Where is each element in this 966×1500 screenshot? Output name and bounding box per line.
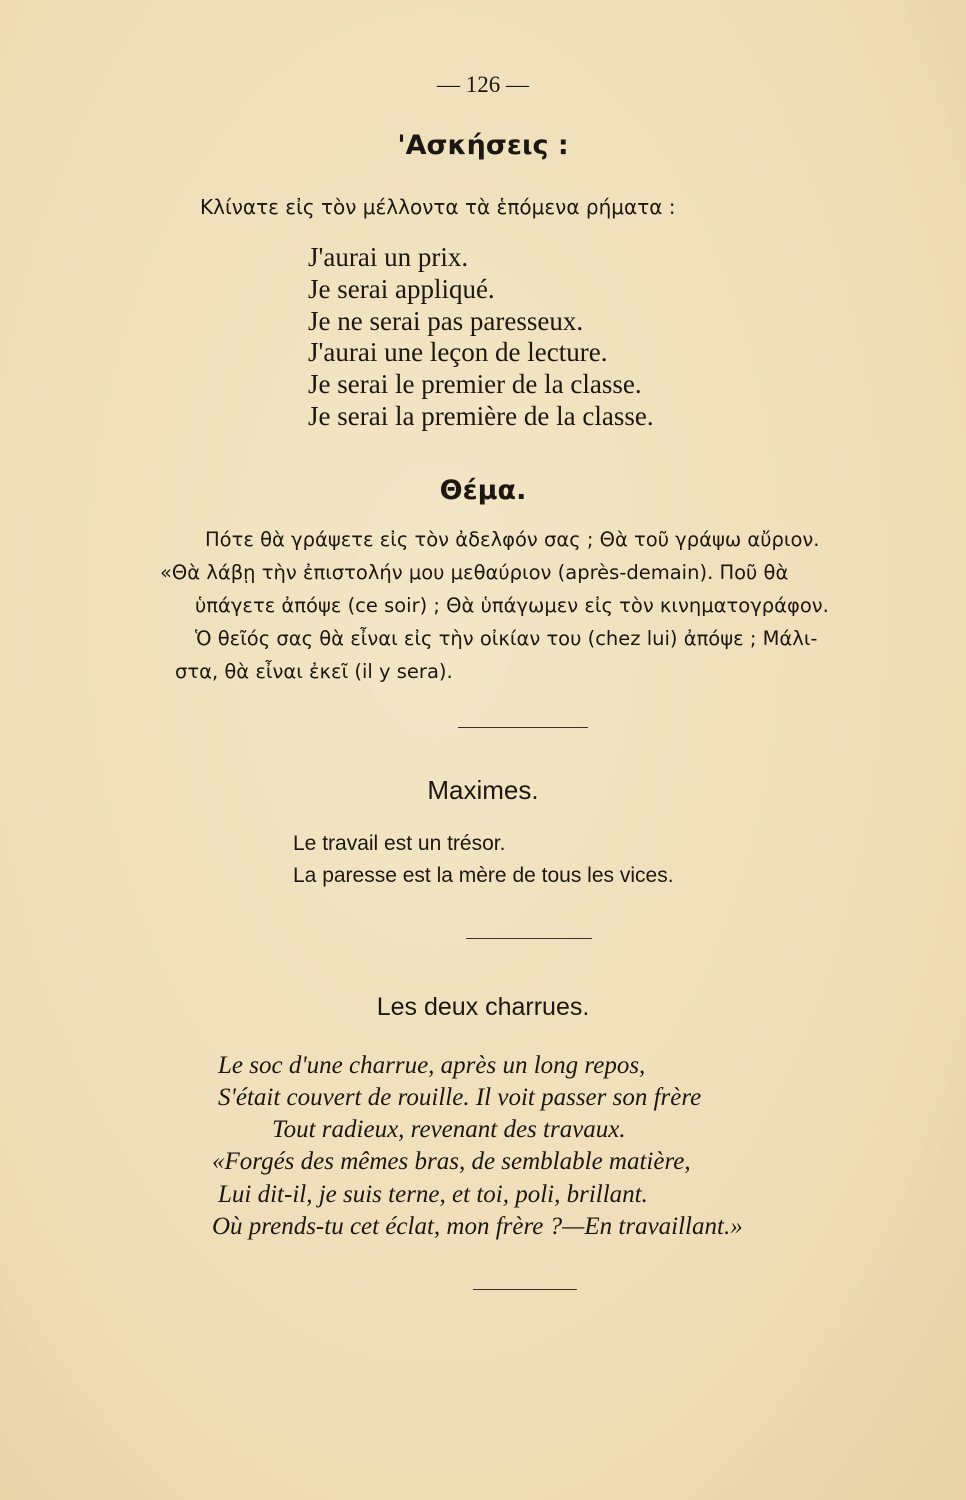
poem-line: Où prends-tu cet éclat, mon frère ?—En travaillant.» xyxy=(212,1213,743,1240)
poem-line: Le soc d'une charrue, après un long repos, xyxy=(218,1052,646,1079)
exercise-line: J'aurai une leçon de lecture. xyxy=(308,337,608,367)
theme-line: «Θὰ λάβῃ τὴν ἐπιστολήν μου μεθαύριον (après-demain). Ποῦ θὰ xyxy=(160,561,789,584)
maximes-heading: Maximes. xyxy=(427,775,539,805)
exercise-line: J'aurai un prix. xyxy=(308,242,469,272)
page-number: — 126 — xyxy=(437,72,529,97)
poem-line: Tout radieux, revenant des travaux. xyxy=(272,1116,626,1143)
exercises-heading: 'Ασκήσεις : xyxy=(397,130,569,161)
poem-line: S'était couvert de rouille. Il voit passer son frère xyxy=(218,1084,702,1111)
section-divider xyxy=(458,727,588,728)
exercise-line: Je serai la première de la classe. xyxy=(308,401,654,431)
section-divider xyxy=(466,938,592,939)
exercise-line: Je serai le premier de la classe. xyxy=(308,369,642,399)
exercise-line: Je serai appliqué. xyxy=(308,274,495,304)
theme-line: στα, θὰ εἶναι ἐκεῖ (il y sera). xyxy=(175,660,453,683)
exercise-line: Je ne serai pas paresseux. xyxy=(308,306,584,336)
theme-line: Ὁ θεῖός σας θὰ εἶναι εἰς τὴν οἰκίαν του (chez lui) ἀπόψε ; Μάλι- xyxy=(195,627,818,650)
poem-line: Lui dit-il, je suis terne, et toi, poli, brillant. xyxy=(218,1181,648,1208)
poem-line: «Forgés des mêmes bras, de semblable matière, xyxy=(212,1148,691,1175)
theme-line: ὑπάγετε ἀπόψε (ce soir) ; Θὰ ὑπάγωμεν εἰς τὸν κινηματογράφον. xyxy=(195,594,829,617)
section-divider xyxy=(473,1289,577,1290)
theme-line: Πότε θὰ γράψετε εἰς τὸν ἀδελφόν σας ; Θὰ τοῦ γράψω αὔριον. xyxy=(205,528,820,551)
poem-title: Les deux charrues. xyxy=(376,993,590,1021)
maxim-line: Le travail est un trésor. xyxy=(293,832,506,855)
exercises-instruction: Κλίνατε εἰς τὸν μέλλοντα τὰ ἑπόμενα ρήματα : xyxy=(200,195,676,219)
maxim-line: La paresse est la mère de tous les vices. xyxy=(293,864,674,887)
theme-heading: Θέμα. xyxy=(439,475,527,506)
